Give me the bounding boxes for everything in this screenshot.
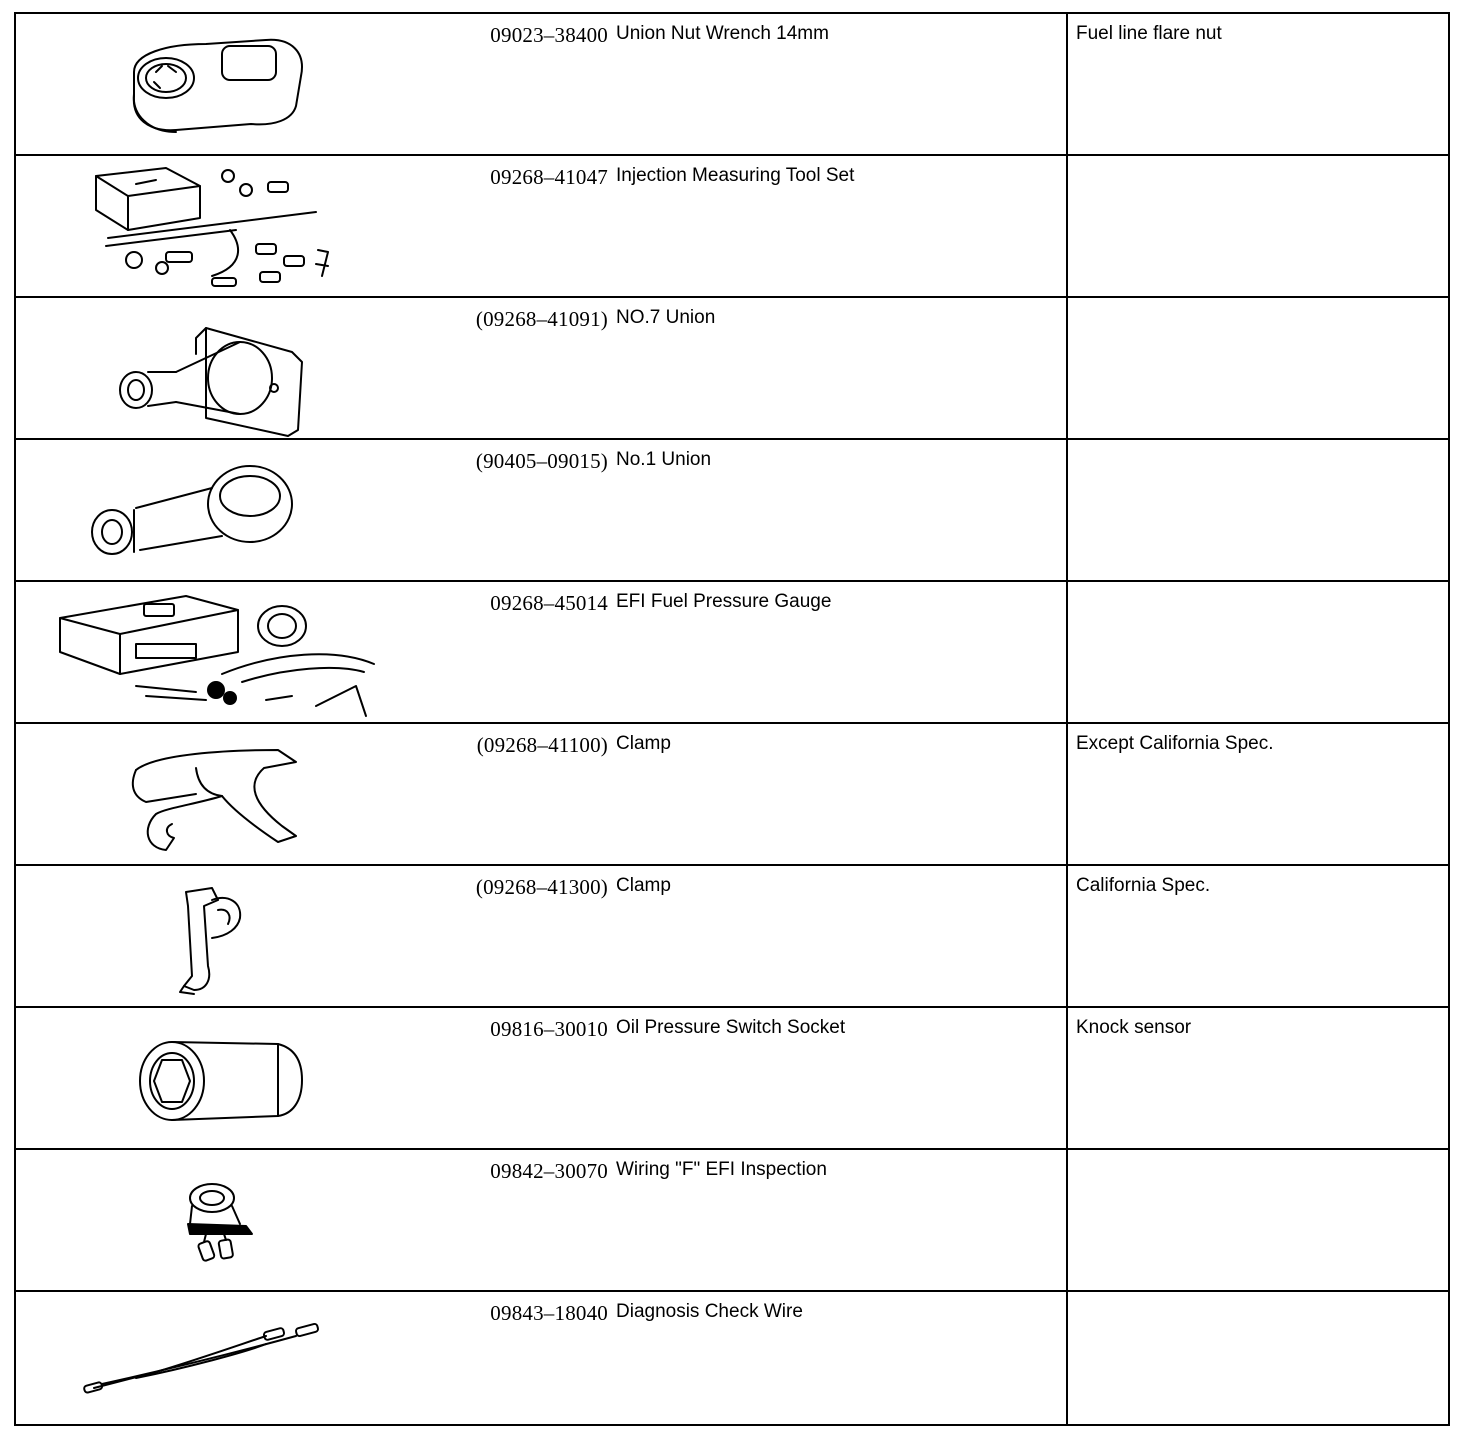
no7-union-illustration bbox=[16, 298, 436, 438]
part-number: 09843–18040 bbox=[490, 1301, 608, 1325]
table-row bbox=[16, 440, 1448, 582]
table-row bbox=[16, 1150, 1448, 1292]
part-number: 09816–30010 bbox=[490, 1017, 608, 1041]
tool-name: Clamp bbox=[616, 733, 671, 754]
table-row bbox=[16, 866, 1448, 1008]
union-nut-wrench-illustration bbox=[16, 14, 436, 154]
part-number: 09842–30070 bbox=[490, 1159, 608, 1183]
part-number: (09268–41300) bbox=[475, 875, 608, 899]
tool-name: Wiring "F" EFI Inspection bbox=[616, 1159, 827, 1180]
table-row bbox=[16, 1292, 1448, 1432]
tool-note: California Spec. bbox=[1076, 875, 1211, 896]
table-row bbox=[16, 1008, 1448, 1150]
tool-name: NO.7 Union bbox=[616, 307, 716, 328]
part-number: (90405–09015) bbox=[475, 449, 608, 473]
efi-fuel-pressure-gauge-illustration bbox=[16, 582, 436, 722]
tool-note: Fuel line flare nut bbox=[1076, 23, 1222, 44]
clamp-illustration bbox=[16, 724, 436, 864]
tool-note: Except California Spec. bbox=[1076, 733, 1274, 754]
wiring-f-efi-inspection-illustration bbox=[16, 1150, 436, 1290]
part-number: 09268–41047 bbox=[490, 165, 608, 189]
tool-name: Oil Pressure Switch Socket bbox=[616, 1017, 846, 1038]
tool-name: No.1 Union bbox=[616, 449, 712, 470]
no1-union-illustration bbox=[16, 440, 436, 580]
table-row bbox=[16, 724, 1448, 866]
tool-name: Diagnosis Check Wire bbox=[616, 1301, 803, 1322]
table-row bbox=[16, 298, 1448, 440]
tool-name: Injection Measuring Tool Set bbox=[616, 165, 855, 186]
table-row bbox=[16, 582, 1448, 724]
tool-note: Knock sensor bbox=[1076, 1017, 1192, 1038]
injection-measuring-tool-set-illustration bbox=[16, 156, 436, 296]
part-number: 09268–45014 bbox=[490, 591, 608, 615]
tool-name: EFI Fuel Pressure Gauge bbox=[616, 591, 832, 612]
tool-name: Union Nut Wrench 14mm bbox=[616, 23, 829, 44]
diagnosis-check-wire-illustration bbox=[16, 1292, 436, 1432]
part-number: 09023–38400 bbox=[490, 23, 608, 47]
table-row bbox=[16, 156, 1448, 298]
part-number: (09268–41100) bbox=[476, 733, 608, 757]
clamp-california-illustration bbox=[16, 866, 436, 1006]
oil-pressure-switch-socket-illustration bbox=[16, 1008, 436, 1148]
part-number: (09268–41091) bbox=[475, 307, 608, 331]
tool-name: Clamp bbox=[616, 875, 671, 896]
special-service-tools-table bbox=[14, 12, 1450, 1426]
table-row bbox=[16, 14, 1448, 156]
